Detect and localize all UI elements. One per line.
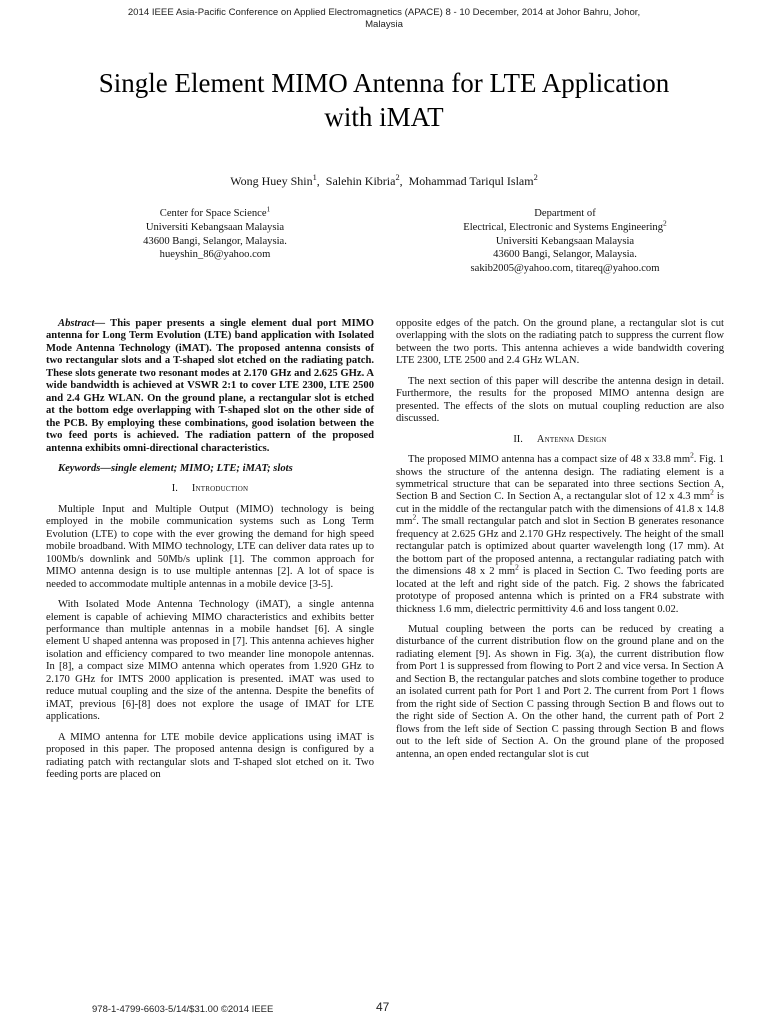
page-number: 47 [376,1000,390,1014]
copyright-footer: 978-1-4799-6603-5/14/$31.00 ©2014 IEEE [92,1004,274,1015]
title-line-1: Single Element MIMO Antenna for LTE Application [98,68,670,98]
abstract [46,318,374,455]
section-heading-introduction [46,483,374,495]
affiliation-line: Center for Space Science [159,208,267,219]
conference-line-2: Malaysia [365,18,403,30]
superscript: 2 [710,487,714,497]
section-number: II. [513,433,523,445]
affiliation-line: 43600 Bangi, Selangor, Malaysia. [493,249,637,261]
affiliation-line: Department of [534,208,596,219]
affiliation-line: Universiti Kebangsaan Malaysia [145,221,285,233]
paper-title [30,66,738,134]
paragraph: Mutual coupling between the ports can be reduced by creating a disturbance of the current distribution flow on the ground plane and on the radiating element [9]. As shown in Fig. 3(a), the current distribution flow from Port 1 is suppressed from flowing to Port 2 and vice versa. In Section A and Section B, the rectangular patches and slots combine together to produce an isolated current path for Port 1 and Port 2. The current from Port 1 flows from the right side of Section C passing through Section B and flows out to the right side of Section A. On the other hand, the current path of Port 2 flows from the left side of Section C passing through Section B and flows out to the left side of Section A. On the ground plane of the proposed antenna, an open ended rectangular slot is cut [396,623,724,760]
paragraph: A MIMO antenna for LTE mobile device applications using iMAT is proposed in this paper. The proposed antenna design is configured by a radiating patch with rectangular slots and T-shaped slot etched on it. Two feeding ports are placed on [46,731,374,780]
left-column [46,318,374,789]
conference-line-1: 2014 IEEE Asia-Pacific Conference on Applied Electromagnetics (APACE) 8 - 10 December, 2014 at Johor Bahru, Johor, [127,7,641,18]
author-name: Mohammad Tariqul Islam [408,174,534,188]
author-name: Wong Huey Shin [230,174,313,188]
keywords: Keywords—single element; MIMO; LTE; iMAT; slots [58,462,293,474]
author-affiliation-mark: 1 [312,173,317,182]
paragraph: opposite edges of the patch. On the ground plane, a rectangular slot is cut overlapping with the slots on the radiating patch to suppress the current flow between the two ports. This antenna achieves a wide bandwidth covering LTE 2300, LTE 2500 and 2.4 GHz WLAN. [396,318,724,367]
paragraph: Multiple Input and Multiple Output (MIMO) technology is being employed in the mobile communication systems such as Long Term Evolution (LTE) to cope with the ever growing the demand for high speed mobile broadband. With MIMO technology, LTE can deliver data rates up to 100Mb/s downlink and 50Mb/s uplink [1]. The common approach for MIMO antenna design is to use multiple antennas [2]. A lot of space is needed to accommodate multiple antennas in a mobile device [3-5]. [46,503,374,590]
affiliation-mark: 2 [663,218,667,228]
section-number: I. [171,483,178,495]
superscript: 2 [515,562,519,572]
abstract-text: This paper presents a single element dual port MIMO antenna for Long Term Evolution (LTE) band application with Isolated Mode Antenna Technology (iMAT). The proposed antenna consists of two rectangular slots and a T-shaped slot etched on the radiating patch. These slots generate two resonant modes at 2.170 GHz and 2.625 GHz. A wide bandwidth is achieved at VSWR 2:1 to cover LTE 2300, LTE 2500 and 2.4 GHz WLAN. On the ground plane, a rectangular slot is etched at the bottom edge overlapping with T-shaped slot on the other side of the PCB. By employing these combinations, good isolation between the two feed ports is achieved. The radiation pattern of the proposed antenna exhibits omni-directional characteristics. [46,318,374,454]
author-affiliation-mark: 2 [533,173,538,182]
conference-header [0,7,768,30]
affiliation-email: sakib2005@yahoo.com, titareq@yahoo.com [470,263,660,275]
superscript: 2 [690,450,694,460]
author-list: Wong Huey Shin$^1$, Salehin Kibria$^2$, Mohammad Tariqul Islam$^2$ [230,173,538,188]
superscript: 2 [412,512,417,522]
paragraph-text: is placed in Section C. Two feeding ports are located at the left and right side of the patch. Fig. 2 shows the fabricated prototype of proposed antenna which is printed on a FR4 substrate with thickness 1.6 mm, dielectric permittivity 4.6 and loss tangent 0.02. [396,566,724,615]
affiliation-line: 43600 Bangi, Selangor, Malaysia. [143,235,287,247]
title-line-2: with iMAT [324,102,444,132]
abstract-label: Abstract— [58,318,106,329]
affiliation-mark: 1 [266,204,271,214]
affiliation-line: Universiti Kebangsaan Malaysia [495,235,635,247]
section-heading-antenna-design [396,434,724,446]
paragraph: The next section of this paper will describe the antenna design in detail. Furthermore, the results for the proposed MIMO antenna design are presented. The effects of the slots on mutual coupling reduction are also discussed. [396,375,724,425]
section-title: Antenna Design [536,433,607,445]
affiliation-right [430,207,700,276]
paragraph-text: is cut in the middle of the rectangular patch with the dimensions of 41.8 x 14.8 mm [396,491,724,528]
paragraph-text: . Fig. 1 shows the structure of the antenna design. The radiating element is a symmetrical structure that can be separated into three sections Section A, Section B and Section C. In Section A, a rectangular slot of 12 x 4.3 mm [396,454,724,503]
author-affiliation-mark: 2 [395,173,400,182]
right-column [396,318,724,769]
affiliation-left [110,204,320,262]
author-name: Salehin Kibria [325,174,396,188]
paragraph [396,450,724,616]
affiliation-email: hueyshin_86@yahoo.com [159,249,271,261]
section-title: Introduction [191,483,249,495]
affiliation-line: Electrical, Electronic and Systems Engineering [463,221,664,233]
paragraph-text: The proposed MIMO antenna has a compact size of 48 x 33.8 mm [408,454,691,466]
paragraph-text: . The small rectangular patch and slot in Section B generates resonance frequency at 2.625 GHz and 2.170 GHz respectively. The height of the small rectangular patch is optimized about quarter wavelength long (17 mm). At the bottom part of the proposed antenna, a rectangular radiating patch with the dimensions 48 x 2 mm [396,516,724,578]
paragraph: With Isolated Mode Antenna Technology (iMAT), a single antenna element is capable of achieving MIMO characteristics and exhibits better performance than multiple antennas in a mobile handset [6]. A single element U shaped antenna was proposed in [7]. This antenna achieves higher isolation and efficiency compared to two meander line monopole antennas. In [8], a compact size MIMO antenna which operates from 1.920 GHz to 2.170 GHz for IMTS 2000 application is presented. iMAT was used to reduce mutual coupling and the size of the antenna. Despite the benefits of iMAT, previous [6]-[8] does not explore the usage of IMAT for LTE applications. [46,599,374,723]
